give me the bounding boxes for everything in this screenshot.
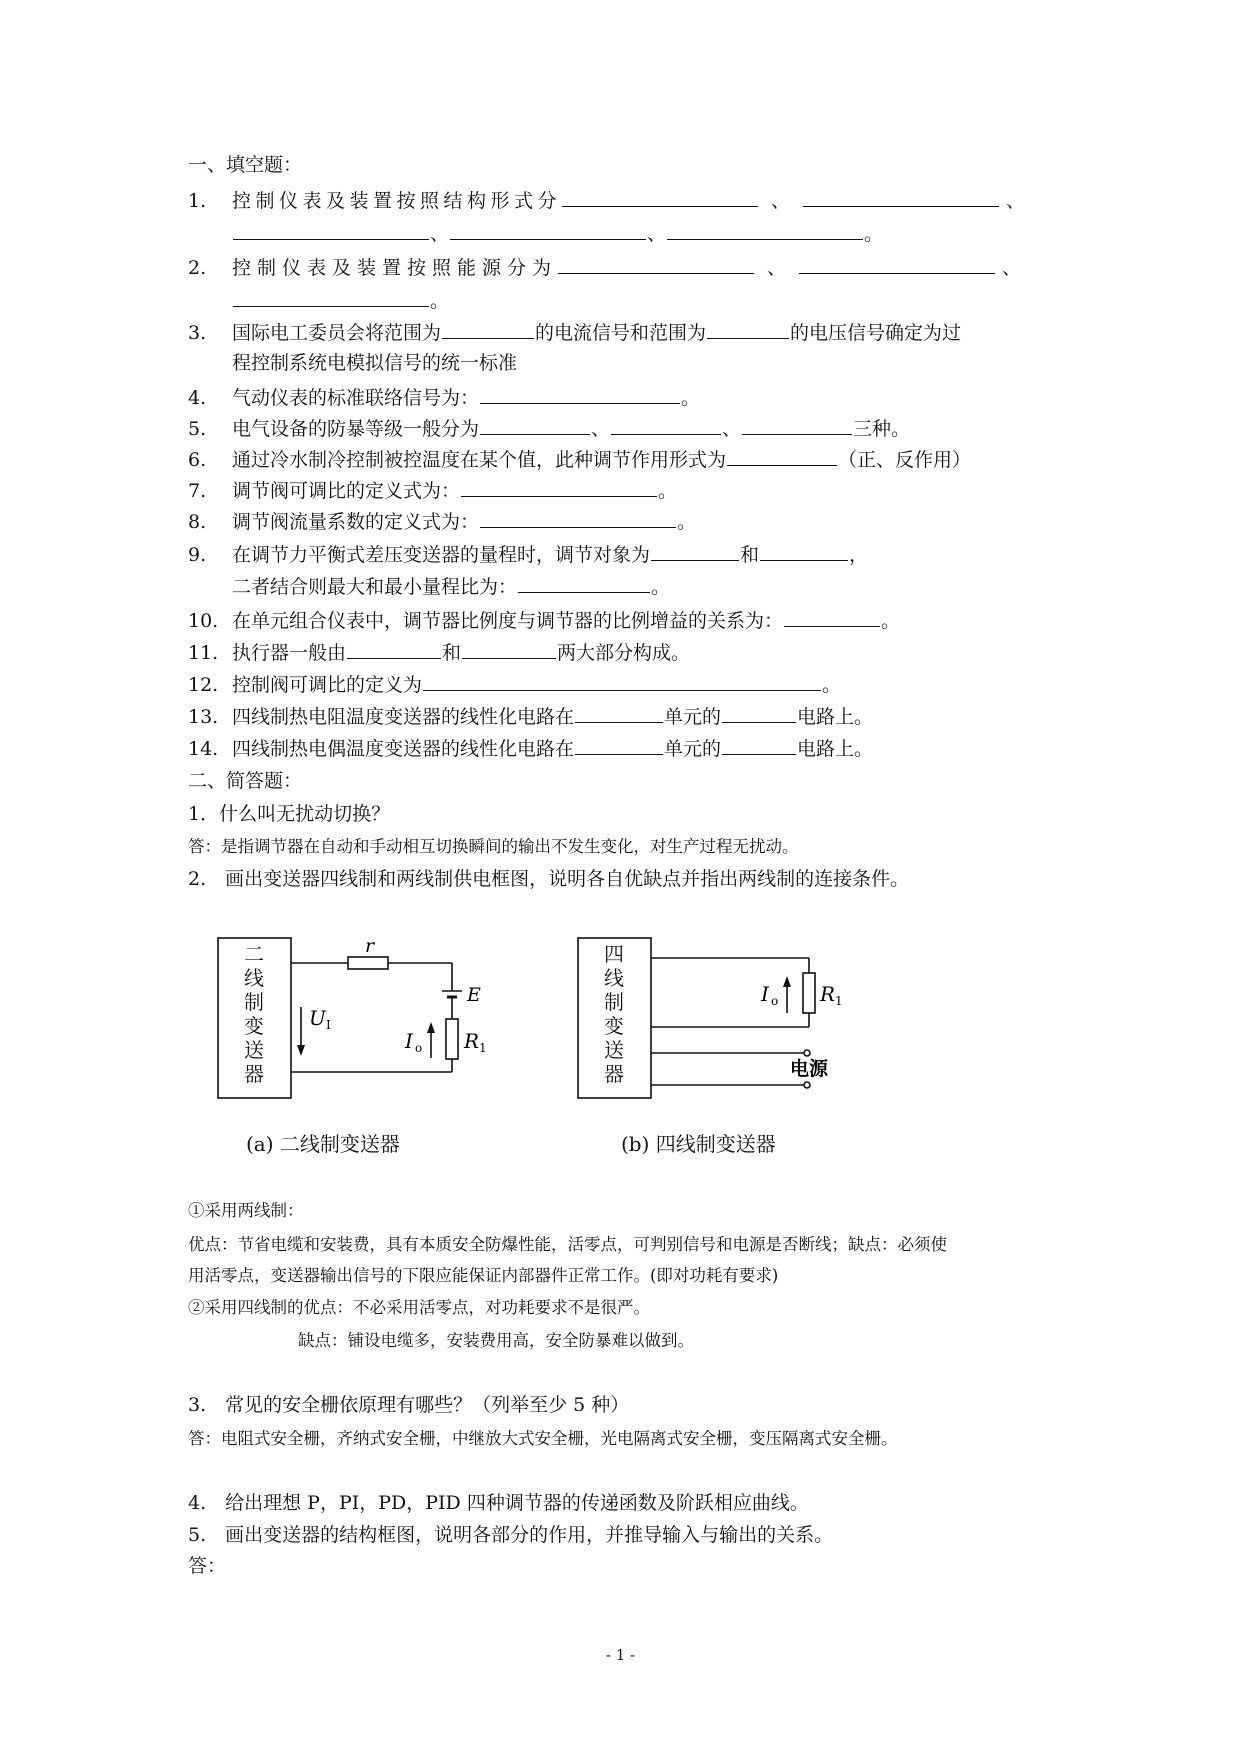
- box-char: 变: [604, 1014, 624, 1038]
- box-char: 制: [604, 990, 624, 1014]
- q4-number: 4.: [188, 387, 207, 409]
- q1-sep: 、: [647, 223, 667, 245]
- power-label: 电源: [790, 1058, 829, 1080]
- two-wire-p2: 用活零点，变送器输出信号的下限应能保证内部器件正常工作。(即对功耗有要求): [188, 1266, 779, 1285]
- q2-line1: [232, 255, 1021, 281]
- q11-end: 两大部分构成。: [557, 642, 691, 664]
- q9-line1: [232, 542, 868, 568]
- caption-b: (b) 四线制变送器: [621, 1132, 776, 1156]
- q2-sep: 、: [767, 257, 787, 279]
- blank[interactable]: [575, 704, 663, 723]
- box-char: 变: [244, 1014, 264, 1038]
- blank[interactable]: [233, 221, 429, 240]
- q14-text-b: 单元的: [664, 738, 722, 760]
- box-char: 器: [244, 1062, 264, 1086]
- blank[interactable]: [727, 447, 837, 466]
- R1-label: R: [464, 1029, 480, 1053]
- box-char: 线: [604, 966, 624, 990]
- four-wire-disadvantages: 缺点：铺设电缆多，安装费用高，安全防暴难以做到。: [298, 1331, 694, 1350]
- blank[interactable]: [742, 416, 852, 435]
- q11-text-a: 执行器一般由: [232, 642, 347, 664]
- blank[interactable]: [347, 640, 441, 659]
- blank[interactable]: [803, 188, 999, 207]
- q1-line1: [232, 188, 1025, 214]
- box-char: 线: [244, 966, 264, 990]
- q3-text-b: 的电流信号和范围为: [535, 322, 707, 344]
- blank[interactable]: [575, 736, 663, 755]
- resistor-r: [348, 957, 388, 969]
- q1-sep: 、: [1006, 190, 1026, 212]
- q14-text-a: 四线制热电偶温度变送器的线性化电路在: [232, 738, 575, 760]
- blank[interactable]: [480, 385, 680, 404]
- q5-line: [232, 416, 910, 442]
- E-label: E: [467, 984, 481, 1006]
- q11-line: [232, 640, 690, 666]
- r-label: r: [365, 935, 375, 957]
- page-number: - 1 -: [605, 1646, 636, 1664]
- q5-number: 5.: [188, 418, 207, 440]
- box-char: 制: [244, 990, 264, 1014]
- blank[interactable]: [722, 736, 796, 755]
- q5-text: 电气设备的防暴等级一般分为: [232, 418, 480, 440]
- blank[interactable]: [442, 320, 534, 339]
- blank[interactable]: [480, 416, 590, 435]
- resistor-R1-b: [803, 973, 815, 1013]
- q1-line2: [232, 221, 883, 247]
- q13-end: 电路上。: [797, 706, 874, 728]
- q7-end: 。: [658, 480, 678, 502]
- q14-line: [232, 736, 873, 762]
- R1-subscript: 1: [479, 1041, 487, 1055]
- box-char: 送: [244, 1038, 264, 1062]
- blank[interactable]: [611, 416, 721, 435]
- blank[interactable]: [450, 221, 646, 240]
- q10-end: 。: [881, 610, 901, 632]
- q6-text: 通过冷水制冷控制被控温度在某个值，此种调节作用形式为: [232, 449, 727, 471]
- resistor-R1: [446, 1019, 458, 1059]
- four-wire-box-label: [604, 942, 624, 1086]
- blank[interactable]: [461, 478, 657, 497]
- q3-number: 3.: [188, 322, 207, 344]
- q9-text-d: 二者结合则最大和最小量程比为：: [232, 576, 518, 598]
- s2-a3: 答：电阻式安全栅，齐纳式安全栅，中继放大式安全栅，光电隔离式安全栅，变压隔离式安全栅。: [188, 1429, 898, 1448]
- blank[interactable]: [562, 188, 758, 207]
- q6-end: （正、反作用）: [838, 449, 972, 471]
- q3-line2: 程控制系统电模拟信号的统一标准: [232, 352, 518, 374]
- q4-line: [232, 385, 700, 411]
- q5-sep: 、: [591, 418, 611, 440]
- blank[interactable]: [480, 509, 676, 528]
- q5-sep: 、: [722, 418, 742, 440]
- q6-line: [232, 447, 971, 473]
- q12-line: [232, 672, 841, 698]
- q13-number: 13.: [188, 706, 219, 728]
- R1-subscript-b: 1: [835, 994, 843, 1008]
- blank[interactable]: [667, 221, 863, 240]
- q6-number: 6.: [188, 449, 207, 471]
- blank[interactable]: [518, 574, 650, 593]
- q8-text: 调节阀流量系数的定义式为：: [232, 511, 480, 533]
- caption-a: (a) 二线制变送器: [246, 1132, 400, 1156]
- box-char: 四: [604, 942, 624, 966]
- q8-number: 8.: [188, 511, 207, 533]
- Io-label-b: I: [761, 982, 769, 1006]
- q13-line: [232, 704, 873, 730]
- s2-q5: 5. 画出变送器的结构框图，说明各部分的作用，并推导输入与输出的关系。: [188, 1524, 834, 1546]
- q8-end: 。: [677, 511, 697, 533]
- q13-text-b: 单元的: [664, 706, 722, 728]
- q1-text: 控制仪表及装置按照结构形式分: [232, 190, 562, 212]
- R1-label-b: R: [820, 982, 836, 1006]
- two-wire-title: ①采用两线制：: [188, 1201, 304, 1220]
- four-wire-advantages: ②采用四线制的优点：不必采用活零点，对功耗要求不是很严。: [188, 1298, 650, 1317]
- q10-line: [232, 608, 900, 634]
- s2-q3: 3. 常见的安全栅依原理有哪些？（列举至少 5 种）: [188, 1394, 630, 1416]
- s2-q4: 4. 给出理想 P，PI，PD，PID 四种调节器的传递函数及阶跃相应曲线。: [188, 1492, 809, 1514]
- blank[interactable]: [722, 704, 796, 723]
- blank[interactable]: [760, 542, 848, 561]
- q7-text: 调节阀可调比的定义式为：: [232, 480, 461, 502]
- Io-label: I: [405, 1029, 413, 1053]
- q9-text-c: ，: [849, 544, 869, 566]
- q12-text: 控制阀可调比的定义为: [232, 674, 423, 696]
- s2-a1: 答：是指调节器在自动和手动相互切换瞬间的输出不发生变化，对生产过程无扰动。: [188, 837, 799, 856]
- q3-line1: [232, 320, 961, 346]
- q7-line: [232, 478, 677, 504]
- q1-end: 。: [864, 223, 884, 245]
- q4-end: 。: [681, 387, 701, 409]
- blank[interactable]: [423, 672, 821, 691]
- q12-end: 。: [822, 674, 842, 696]
- Io-subscript: o: [415, 1041, 423, 1055]
- q11-number: 11.: [188, 642, 219, 664]
- section2-heading: 二、简答题：: [188, 770, 303, 792]
- box-char: 送: [604, 1038, 624, 1062]
- q4-text: 气动仪表的标准联络信号为：: [232, 387, 480, 409]
- q12-number: 12.: [188, 674, 219, 696]
- blank[interactable]: [784, 608, 880, 627]
- blank[interactable]: [558, 255, 754, 274]
- q3-text-a: 国际电工委员会将范围为: [232, 322, 442, 344]
- box-char: 器: [604, 1062, 624, 1086]
- power-terminal: [804, 1050, 810, 1056]
- q7-number: 7.: [188, 480, 207, 502]
- q9-text-a: 在调节力平衡式差压变送器的量程时，调节对象为: [232, 544, 651, 566]
- q10-number: 10.: [188, 610, 219, 632]
- U-subscript: I: [326, 1018, 331, 1032]
- q1-sep: 、: [430, 223, 450, 245]
- two-wire-box-label: [244, 942, 264, 1086]
- blank[interactable]: [233, 288, 429, 307]
- q3-text-c: 的电压信号确定为过: [790, 322, 962, 344]
- blank[interactable]: [462, 640, 556, 659]
- blank[interactable]: [799, 255, 995, 274]
- box-char: 二: [244, 942, 264, 966]
- s2-q1: 1．什么叫无扰动切换？: [188, 803, 391, 825]
- q9-end: 。: [651, 576, 671, 598]
- q5-end: 三种。: [853, 418, 911, 440]
- q2-text: 控制仪表及装置按照能源分为: [232, 257, 558, 279]
- power-terminal: [804, 1082, 810, 1088]
- Io-subscript-b: o: [771, 994, 779, 1008]
- q2-line2: [232, 288, 449, 314]
- q8-line: [232, 509, 696, 535]
- blank[interactable]: [707, 320, 789, 339]
- transmitter-wiring-figure: [205, 925, 845, 1145]
- q2-number: 2.: [188, 257, 207, 279]
- q13-text-a: 四线制热电阻温度变送器的线性化电路在: [232, 706, 575, 728]
- s2-a5: 答：: [188, 1555, 227, 1577]
- q9-text-b: 和: [740, 544, 760, 566]
- two-wire-p1: 优点：节省电缆和安装费，具有本质安全防爆性能，活零点，可判别信号和电源是否断线；缺点：必须使: [188, 1235, 947, 1254]
- q10-text: 在单元组合仪表中，调节器比例度与调节器的比例增益的关系为：: [232, 610, 784, 632]
- q2-sep: 、: [1002, 257, 1022, 279]
- U-label: U: [309, 1006, 326, 1030]
- q14-end: 电路上。: [797, 738, 874, 760]
- blank[interactable]: [651, 542, 739, 561]
- q9-line2: [232, 574, 670, 600]
- section1-heading: 一、填空题：: [188, 154, 303, 176]
- q14-number: 14.: [188, 738, 219, 760]
- q1-sep: 、: [771, 190, 791, 212]
- s2-q2: 2. 画出变送器四线制和两线制供电框图，说明各自优缺点并指出两线制的连接条件。: [188, 868, 910, 890]
- q11-text-b: 和: [442, 642, 462, 664]
- q1-number: 1.: [188, 190, 207, 212]
- q9-number: 9.: [188, 544, 207, 566]
- q2-end: 。: [430, 290, 450, 312]
